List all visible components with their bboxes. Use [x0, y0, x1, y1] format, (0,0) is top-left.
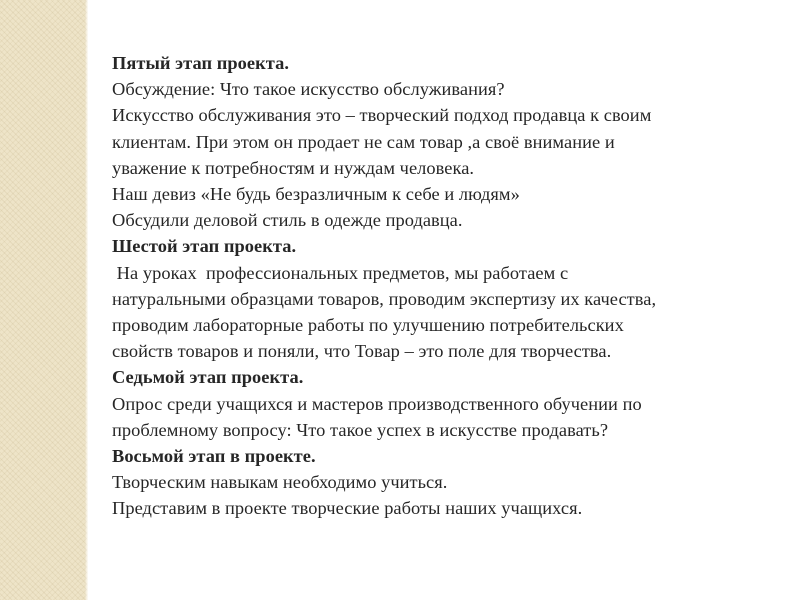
- slide-text-body: [112, 50, 792, 522]
- text-line: Опрос среди учащихся и мастеров производственного обучении по: [112, 393, 642, 414]
- text-line: натуральными образцами товаров, проводим экспертизу их качества,: [112, 288, 657, 309]
- text-line: проблемному вопросу: Что такое успех в искусстве продавать?: [112, 419, 609, 440]
- text-line: клиентам. При этом он продает не сам товар ,а своё внимание и: [112, 131, 615, 152]
- text-line: Представим в проекте творческие работы наших учащихся.: [112, 498, 583, 519]
- heading-stage-8: Восьмой этап в проекте.: [112, 446, 316, 467]
- text-line: На уроках профессиональных предметов, мы работаем с: [112, 262, 569, 283]
- text-line: Искусство обслуживания это – творческий подход продавца к своим: [112, 105, 652, 126]
- text-line: свойств товаров и поняли, что Товар – это поле для творчества.: [112, 341, 612, 362]
- text-line: уважение к потребностям и нуждам человека.: [112, 157, 475, 178]
- heading-stage-6: Шестой этап проекта.: [112, 236, 297, 257]
- decorative-side-band: [0, 0, 88, 600]
- text-line: Наш девиз «Не будь безразличным к себе и людям»: [112, 184, 520, 205]
- text-line: Обсудили деловой стиль в одежде продавца.: [112, 210, 463, 231]
- text-line: Обсуждение: Что такое искусство обслуживания?: [112, 79, 505, 100]
- heading-stage-5: Пятый этап проекта.: [112, 53, 289, 73]
- heading-stage-7: Седьмой этап проекта.: [112, 367, 304, 388]
- text-line: проводим лабораторные работы по улучшению потребительских: [112, 315, 624, 336]
- text-line: Творческим навыкам необходимо учиться.: [112, 472, 448, 493]
